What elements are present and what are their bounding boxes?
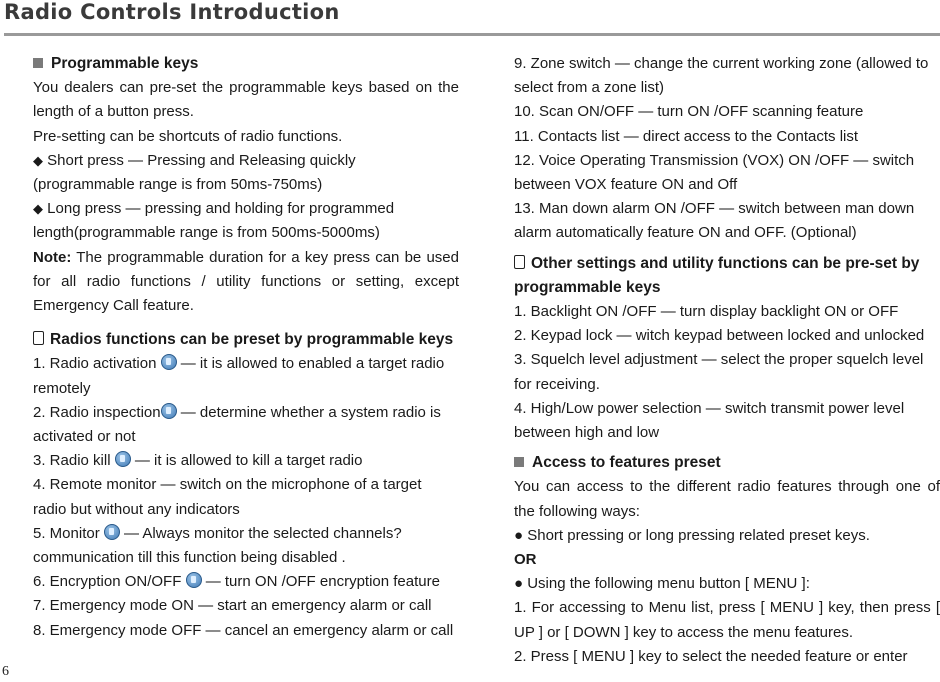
list-item: 2. Radio inspection — determine whether a system radio is activated or not	[33, 403, 441, 446]
radio-icon	[115, 451, 131, 467]
square-bullet-icon	[33, 58, 43, 68]
other-settings-heading: Other settings and utility functions can be pre-set by programmable keys	[514, 254, 920, 296]
right-column	[514, 52, 940, 669]
list-item: 10. Scan ON/OFF — turn ON /OFF scanning feature	[514, 103, 864, 121]
list-item: 6. Encryption ON/OFF — turn ON /OFF encryption feature	[33, 573, 440, 591]
radio-icon	[186, 572, 202, 588]
programmable-intro: You dealers can pre-set the programmable keys based on the length of a button press.	[33, 79, 459, 121]
access-bullet: ● Short pressing or long pressing related preset keys.	[514, 526, 870, 544]
left-column	[33, 52, 459, 643]
access-intro: You can access to the different radio features through one of the following ways:	[514, 478, 940, 520]
diamond-bullet-icon: ◆	[33, 152, 43, 168]
list-item: 1. Backlight ON /OFF — turn display backlight ON or OFF	[514, 303, 899, 321]
radio-icon	[161, 354, 177, 370]
list-item: 7. Emergency mode ON — start an emergency alarm or call	[33, 597, 432, 615]
radio-icon	[104, 524, 120, 540]
list-item: 3. Radio kill — it is allowed to kill a target radio	[33, 452, 363, 470]
list-item: 3. Squelch level adjustment — select the proper squelch level for receiving.	[514, 351, 924, 393]
list-item: 12. Voice Operating Transmission (VOX) ON /OFF — switch between VOX feature ON and Off	[514, 151, 915, 194]
long-press-item: ◆ Long press — pressing and holding for programmed length(programmable range is from 500ms-5000ms)	[33, 200, 395, 242]
list-item: 11. Contacts list — direct access to the Contacts list	[514, 127, 859, 145]
list-item: 1. Radio activation — it is allowed to enabled a target radio remotely	[33, 355, 445, 397]
page-title: Radio Controls Introduction	[4, 0, 340, 24]
step-item: 1. For accessing to Menu list, press [ MENU ] key, then press [ UP ] or [ DOWN ] key to access the menu features.	[514, 599, 940, 641]
programmable-intro-2: Pre-setting can be shortcuts of radio functions.	[33, 127, 343, 145]
box-bullet-icon	[33, 331, 44, 345]
or-label: OR	[514, 551, 537, 569]
square-bullet-icon	[514, 457, 524, 467]
box-bullet-icon	[514, 255, 525, 269]
programmable-keys-heading: Programmable keys	[33, 52, 459, 76]
radio-functions-heading: Radios functions can be preset by programmable keys	[33, 328, 459, 352]
list-item: 2. Keypad lock — witch keypad between locked and unlocked	[514, 327, 925, 345]
list-item: 8. Emergency mode OFF — cancel an emergency alarm or call	[33, 621, 454, 639]
list-item: 4. High/Low power selection — switch transmit power level between high and low	[514, 399, 905, 442]
access-bullet: ● Using the following menu button [ MENU ]:	[514, 575, 810, 593]
access-features-heading: Access to features preset	[514, 451, 940, 475]
list-item: 13. Man down alarm ON /OFF — switch between man down alarm automatically feature ON and OFF. (Optional)	[514, 200, 915, 242]
radio-icon	[161, 403, 177, 419]
step-item: 2. Press [ MENU ] key to select the needed feature or enter	[514, 647, 908, 665]
diamond-bullet-icon: ◆	[33, 201, 43, 217]
note-paragraph: Note: The programmable duration for a key press can be used for all radio functions / utility functions or setting, except Emergency Call feature.	[33, 248, 459, 315]
list-item: 4. Remote monitor — switch on the microphone of a target radio but without any indicators	[33, 476, 422, 518]
page-number: 6	[2, 664, 9, 679]
list-item: 5. Monitor — Always monitor the selected channels? communication till this function being disabled .	[33, 524, 402, 567]
list-item: 9. Zone switch — change the current working zone (allowed to select from a zone list)	[514, 55, 929, 97]
title-divider	[4, 33, 940, 36]
short-press-item: ◆ Short press — Pressing and Releasing quickly (programmable range is from 50ms-750ms)	[33, 151, 356, 194]
